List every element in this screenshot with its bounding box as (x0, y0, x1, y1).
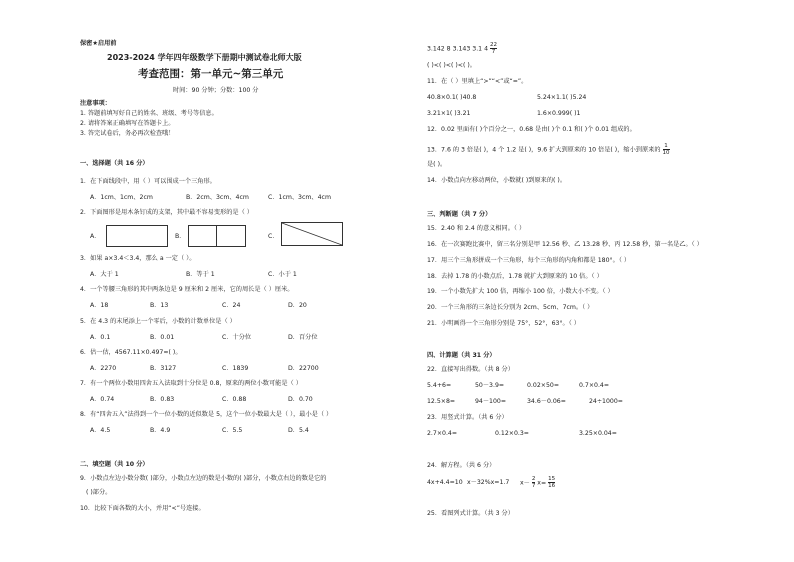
q22-item: 5.4+6= (427, 382, 452, 389)
exam-subtitle: 考查范围：第一单元~第三单元 (138, 68, 284, 80)
question-25: 25．看图列式计算。（共 3 分） (427, 510, 514, 517)
question-21: 21．小明画得一个三角形分别是 75°，52°，63°。（ ） (427, 320, 580, 327)
q22-item: 0.7×0.4= (579, 382, 610, 389)
note-item: 1. 答题前填写好自己的姓名、班级、考号等信息。 (80, 110, 218, 117)
q7-option-b: B．0.83 (150, 396, 175, 403)
q2-figure-b-divider (216, 225, 217, 247)
q5-option-a: A．0.1 (90, 334, 111, 341)
q8-option-d: D．5.4 (288, 427, 309, 434)
q6-option-a: A．2270 (90, 365, 117, 372)
question-3: 3．如果 a×3.4＜3.4，那么 a 一定（ ）。 (80, 255, 196, 262)
q10-blanks: ( )<( )<( )<( )。 (427, 62, 476, 69)
q2-figure-b-divided-rectangle (188, 225, 246, 247)
q5-option-c: C．十分位 (222, 334, 252, 341)
question-4: 4．一个等腰三角形的其中两条边是 9 厘米和 2 厘米，它的周长是（ ）厘米。 (80, 286, 294, 293)
question-14: 14．小数点向左移动两位，小数就( )到原来的( )。 (427, 177, 567, 184)
q8-option-b: B．4.9 (150, 427, 171, 434)
q6-option-d: D．22700 (288, 365, 319, 372)
secret-label: 保密★启用前 (80, 40, 117, 47)
q1-option-c: C．1cm、3cm、4cm (268, 194, 331, 201)
question-15: 15．2.40 和 2.4 的意义相同。（ ） (427, 225, 526, 232)
question-11: 11．在（ ）里填上“>”“<”或“=”。 (427, 78, 528, 85)
q6-option-c: C．1839 (222, 365, 249, 372)
q4-option-a: A．18 (90, 302, 109, 309)
question-22: 22．直接写出得数。（共 8 分） (427, 366, 514, 373)
question-6: 6．估一估，4567.11×0.497≈( )。 (80, 349, 182, 356)
time-score: 时间：90 分钟；分数：100 分 (173, 87, 259, 94)
section1-heading: 一、选择题（共 16 分） (80, 160, 149, 167)
question-12: 12．0.02 里面有( )个百分之一，0.68 是由( )个 0.1 和( )个 0.01 组成的。 (427, 126, 636, 133)
q24-equation-c: x－ $\frac{2}{7}$ x= $\frac{15}{16}$ (520, 476, 556, 489)
q6-option-b: B．3127 (150, 365, 177, 372)
question-16: 16．在一次赛跑比赛中，留三名分别是甲 12.56 秒、乙 13.28 秒、丙 12.58 秒，第一名是乙。（ ） (427, 241, 703, 248)
section2-heading: 二、填空题（共 10 分） (80, 461, 149, 468)
question-13-cont: 是( )。 (427, 161, 447, 168)
q4-option-c: C．24 (222, 302, 241, 309)
question-2: 2．下面图形是用木条钉成的支架，其中最不容易变形的是（ ） (80, 209, 253, 216)
q22-item: 94－100= (475, 398, 507, 405)
q5-option-b: B．0.01 (150, 334, 175, 341)
question-8: 8．有“四舍五入”法得到一个一位小数的近似数是 5，这个一位小数最大是（ ），最小是（ ） (80, 411, 333, 418)
q2-option-c: C． (268, 233, 279, 240)
q11-item: 1.6×0.999( )1 (537, 110, 581, 117)
q22-item: 24÷1000= (589, 398, 623, 405)
q7-option-a: A．0.74 (90, 396, 115, 403)
question-20: 20．一个三角形的三条边长分别为 2cm、5cm、7cm。（ ） (427, 304, 594, 311)
q11-item: 5.24×1.1( )5.24 (537, 94, 587, 101)
q3-option-b: B．等于 1 (186, 271, 215, 278)
q24-equation-b: x－32%x=1.7 (467, 479, 510, 486)
q8-option-c: C．5.5 (222, 427, 243, 434)
section3-heading: 三、判断题（共 7 分） (427, 211, 492, 218)
q11-item: 3.21×1( )3.21 (427, 110, 471, 117)
q7-option-d: D．0.70 (288, 396, 313, 403)
q23-item: 2.7×0.4= (427, 430, 458, 437)
q11-item: 40.8×0.1( )40.8 (427, 94, 477, 101)
q23-item: 0.12×0.3= (495, 430, 529, 437)
question-13: 13．7.6 的 3 倍是( )，4 个 1.2 是( )，9.6 扩大到原来的 10 倍是( )，缩小到原来的 $\frac{1}{10}$ (427, 143, 670, 156)
q22-item: 34.6－0.06= (527, 398, 566, 405)
q7-option-c: C．0.88 (222, 396, 247, 403)
q5-option-d: D．百分位 (288, 334, 318, 341)
notes-heading: 注意事项： (80, 100, 111, 107)
q3-option-c: C．小于 1 (268, 271, 297, 278)
question-10: 10．比较下面各数的大小，并用“<”号连接。 (80, 505, 205, 512)
question-24: 24．解方程。（共 6 分） (427, 462, 496, 469)
question-19: 19．一个小数先扩大 100 倍，再缩小 100 倍，小数大小不变。（ ） (427, 288, 614, 295)
q8-option-a: A．4.5 (90, 427, 111, 434)
q22-item: 50－3.9= (475, 382, 505, 389)
q23-item: 3.25×0.04= (579, 430, 617, 437)
question-23: 23．用竖式计算。（共 6 分） (427, 414, 508, 421)
q10-numbers (427, 42, 497, 55)
q1-option-b: B．2cm、3cm、4cm (186, 194, 249, 201)
question-9: 9．小数点左边小数分数( )部分，小数点左边的数是小数的( )部分，小数点右边的数是它的 (80, 475, 327, 482)
q22-item: 0.02×50= (527, 382, 560, 389)
q22-item: 12.5×8= (427, 398, 456, 405)
q2-option-b: B． (175, 233, 186, 240)
q2-figure-c-diagonal (281, 222, 343, 246)
q13-fraction: $\frac{1}{10}$ (662, 143, 670, 156)
section4-heading: 四、计算题（共 31 分） (427, 352, 496, 359)
right-column (397, 0, 794, 562)
q2-figure-a-rectangle (106, 225, 168, 247)
exam-title: 2023-2024 学年四年级数学下册期中测试卷北师大版 (107, 53, 302, 62)
question-5: 5．在 4.3 的末尾添上一个零后，小数的计数单位是（ ） (80, 318, 236, 325)
q4-option-b: B．13 (150, 302, 169, 309)
question-1: 1．在下面线段中，用（ ）可以围成一个三角形。 (80, 178, 216, 185)
question-7: 7．有一个两位小数用四舍五入法取到十分位是 0.8，原来的两位小数可能是（ ） (80, 380, 302, 387)
note-item: 3. 答完试卷后，务必再次检查哦！ (80, 130, 175, 137)
q2-option-a: A． (90, 233, 101, 240)
q4-option-d: D．20 (288, 302, 307, 309)
question-9-cont: ( )部分。 (86, 489, 112, 496)
question-17: 17．用三个三角形拼成一个三角形，每个三角形的内角和都是 180°。（ ） (427, 257, 631, 264)
q24-equation-a: 4x+4.4=10 (427, 479, 463, 486)
q10-fraction: $\frac{22}{7}$ (489, 42, 497, 55)
note-item: 2. 请将答案正确填写在答题卡上。 (80, 120, 175, 127)
q10-decimals: 3.142 8 3.143 3.1 4 (427, 45, 489, 53)
q3-option-a: A．大于 1 (90, 271, 119, 278)
question-18: 18．去掉 1.78 的小数点后，1.78 就扩大到原来的 10 倍。（ ） (427, 273, 603, 280)
q1-option-a: A．1cm、1cm、2cm (90, 194, 153, 201)
